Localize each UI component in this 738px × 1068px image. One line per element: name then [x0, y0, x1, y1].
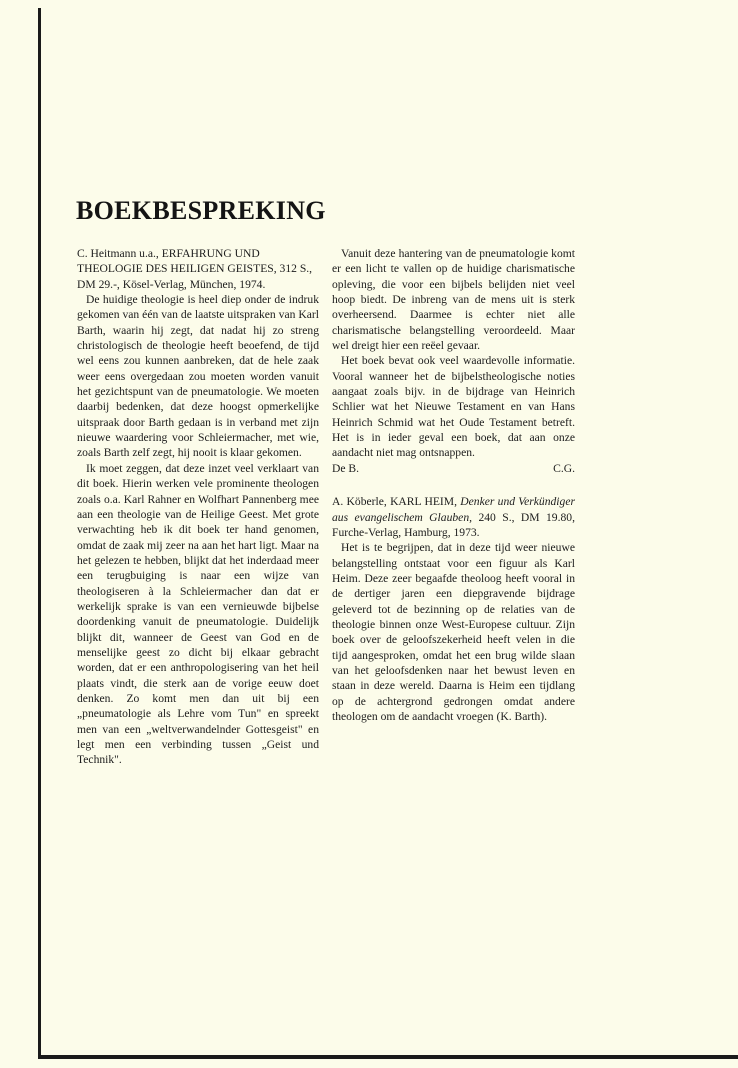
review1-paragraph-2: Ik moet zeggen, dat deze inzet veel verklaart van dit boek. Hierin werken vele prominente theologen zoals o.a. Karl Rahner en Wolfhart Pannenberg mee aan een theologie van de Heilige Geest. Met grote verwachting heb ik dit boek ter hand genomen, omdat de zaak mij zeer na aan het hart ligt. Maar na het gelezen te hebben, blijkt dat het inderdaad meer een terugbuiging is naar een wijze van theologiseren à la Schleiermacher dan dat er werkelijk sprake is van een vernieuwde bijbelse doordenking vanuit de pneumatologie. Duidelijk blijkt dit, wanneer de Geest van God en de menselijke geest zo dicht bij elkaar gebracht worden, dat er een anthropologisering van het heil plaats vindt, die sterk aan de vorige eeuw doet denken. Zo komt men dan uit bij een „pneumatologie als Lehre vom Tun" en spreekt men van een „weltverwandelnder Gottesgeist" en legt men een verbinding tussen „Geist und Technik". [77, 461, 319, 767]
review1-paragraph-1: De huidige theologie is heel diep onder de indruk gekomen van één van de laatste uitspraken van Karl Barth, waarin hij zegt, dat nadat hij zo streng christologisch de theologie heeft beoefend, de tijd wel eens zou kunnen aanbreken, dat de hele zaak weer eens overgedaan zou moeten worden vanuit het gezichtspunt van de pneumatologie. We moeten daarbij bedenken, dat deze hoogst opmerkelijke uitspraak door Barth gedaan is in verband met zijn nieuwe waardering voor Schleiermacher, met wie, zoals Barth zelf zegt, hij nooit is klaar gekomen. [77, 293, 319, 460]
review1-author: C. Heitmann u.a., [77, 247, 159, 260]
review1-signature-left: De B. [332, 461, 360, 475]
page-edge-left [38, 8, 41, 1058]
page-title: BOEKBESPREKING [76, 196, 326, 225]
review1-publication-details: 312 S., DM 29.-, Kösel-Verlag, München, 1974. [77, 262, 313, 291]
review2-reference [332, 494, 575, 540]
review1-signature [332, 461, 575, 476]
review2-author: A. Köberle, [332, 495, 387, 509]
review1-reference [77, 246, 319, 292]
review1-paragraph-3: Vanuit deze hantering van de pneumatologie komt er een licht te vallen op de huidige charismatische opleving, die voor een bijbels belijden niet veel hoop biedt. De inbreng van de mens uit is sterk overheersend. Daarmee is echter niet alle charismatische belangstelling veroordeeld. Maar wel dreigt hier een reëel gevaar. [332, 247, 575, 353]
column-left [77, 246, 319, 768]
review1-book-title: ERFAHRUNG UND THEOLOGIE DES HEILIGEN GEISTES, [77, 247, 277, 276]
page-edge-bottom [38, 1055, 738, 1059]
review2-publication-details: 240 S., DM 19.80, Furche-Verlag, Hamburg, 1973. [332, 510, 575, 539]
review2-paragraph-1: Het is te begrijpen, dat in deze tijd weer nieuwe belangstelling ontstaat voor een figuur als Karl Heim. Deze zeer begaafde theoloog heeft vooral in de dertiger jaren een diepgravende bijdrage geleverd tot de bezinning op de relaties van de theologie binnen onze West-Europese cultuur. Zijn boek over de geloofszekerheid heeft velen in die tijd aangesproken, omdat het een brug wilde slaan van het geloofsdenken naar het bewust leven en staan in deze wereld. Daarna is Heim een tijdlang op de achtergrond gedrongen omdat andere theologen om de aandacht vroegen (K. Barth). [332, 541, 575, 723]
review2-book-subtitle: Denker und Verkündiger aus evangelischem Glauben, [332, 495, 575, 524]
review1-paragraph-4: Het boek bevat ook veel waardevolle informatie. Vooral wanneer het de bijbelstheologische noties aangaat zoals bijv. in de bijdrage van Heinrich Schlier wat het Nieuwe Testament en van Hans Heinrich Schmid wat het Oude Testament betreft. Het is in ieder geval een boek, dat aan onze aandacht niet mag ontsnappen. [332, 354, 575, 460]
review2-book-title: KARL HEIM, [390, 495, 457, 509]
review-separator [332, 476, 575, 494]
review1-signature-right: C.G. [553, 461, 575, 475]
column-right [332, 246, 575, 724]
